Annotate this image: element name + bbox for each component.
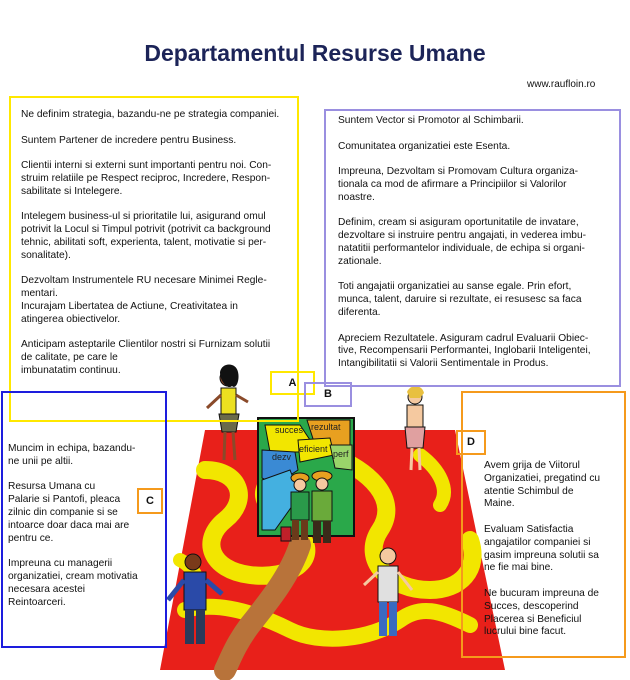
label-d: D (456, 430, 486, 455)
paragraph: Ne bucuram impreuna de Succes, descoperind Placerea si Beneficiul lucrului bine facut. (484, 587, 599, 638)
paragraph: Clientii interni si externi sunt importanti pentru noi. Con- struim relatiile pe Respect reciproc, Incredere, Respon- sabilitate si Intelegere. (21, 160, 272, 197)
paragraph: Ne definim strategia, bazandu-ne pe strategia companiei. (21, 109, 280, 120)
map-word: perf (333, 449, 349, 459)
map-word: eficient (299, 444, 328, 454)
paragraph: Intelegem business-ul si prioritatile lui, asigurand omul potrivit la Locul si Timpul potrivit (potrivit ca background tehnic, abilitati soft, experienta, talent, motivatie si per- sonalitate). (21, 211, 271, 261)
paragraph: Muncim in echipa, bazandu- ne unii pe altii. (8, 443, 136, 467)
box-b-text (338, 115, 616, 384)
label-b: B (304, 382, 352, 407)
paragraph: Apreciem Rezultatele. Asiguram cadrul Evaluarii Obiec- tive, Recompensarii Performantei, Inglobarii Inteligentei, Intangibilitatii si Valorii Sentimentale in Produs. (338, 332, 591, 370)
paragraph: Suntem Partener de incredere pentru Business. (21, 134, 237, 146)
paragraph: Suntem Vector si Promotor al Schimbarii. (338, 115, 524, 126)
box-c-text (8, 443, 156, 622)
paragraph: Anticipam asteptarile Clientilor nostri si Furnizam solutii de calitate, pe care le imbunatatim continuu. (21, 339, 271, 376)
website-label[interactable]: www.raufloin.ro (527, 79, 596, 90)
map-word: dezv (272, 452, 292, 462)
paragraph: Avem grija de Viitorul Organizatiei, pregatind cu atentie Schimbul de Maine. (484, 460, 601, 510)
map-word: rezultat (311, 422, 341, 432)
paragraph: Resursa Umana cu Palarie si Pantofi, pleaca zilnic din companie si se intoarce doar daca mai are pentru ce. (8, 481, 130, 544)
paragraph: Evaluam Satisfactia angajatilor companiei si gasim impreuna solutii sa ne fie mai bine. (484, 523, 599, 574)
label-c: C (137, 488, 163, 514)
box-d-text (484, 460, 619, 652)
map-word: succes (275, 425, 304, 435)
paragraph: Toti angajatii organizatiei au sanse egale. Prin efort, munca, talent, daruire si rezultate, ei resusesc sa faca diferenta. (338, 281, 582, 318)
box-a-text (21, 109, 296, 391)
label-a: A (270, 371, 315, 395)
page-title: Departamentul Resurse Umane (144, 40, 486, 66)
paragraph: Impreuna, Dezvoltam si Promovam Cultura organiza- tionala ca mod de afirmare a Principiilor si Valorilor noastre. (338, 166, 579, 203)
paragraph: Definim, cream si asiguram oportunitatile de invatare, dezvoltare si instruire pentru angajati, in vederea imbu- natatitii performantelor individuale, de echipa si organi- zationale. (338, 217, 587, 267)
paragraph: Impreuna cu managerii organizatiei, cream motivatia necesara acestei Reintoarceri. (8, 558, 138, 608)
paragraph: Dezvoltam Instrumentele RU necesare Minimei Regle- mentari. Incurajam Libertatea de Actiune, Creativitatea in atingerea obiectivelor. (21, 275, 267, 325)
paragraph: Comunitatea organizatiei este Esenta. (338, 140, 511, 152)
